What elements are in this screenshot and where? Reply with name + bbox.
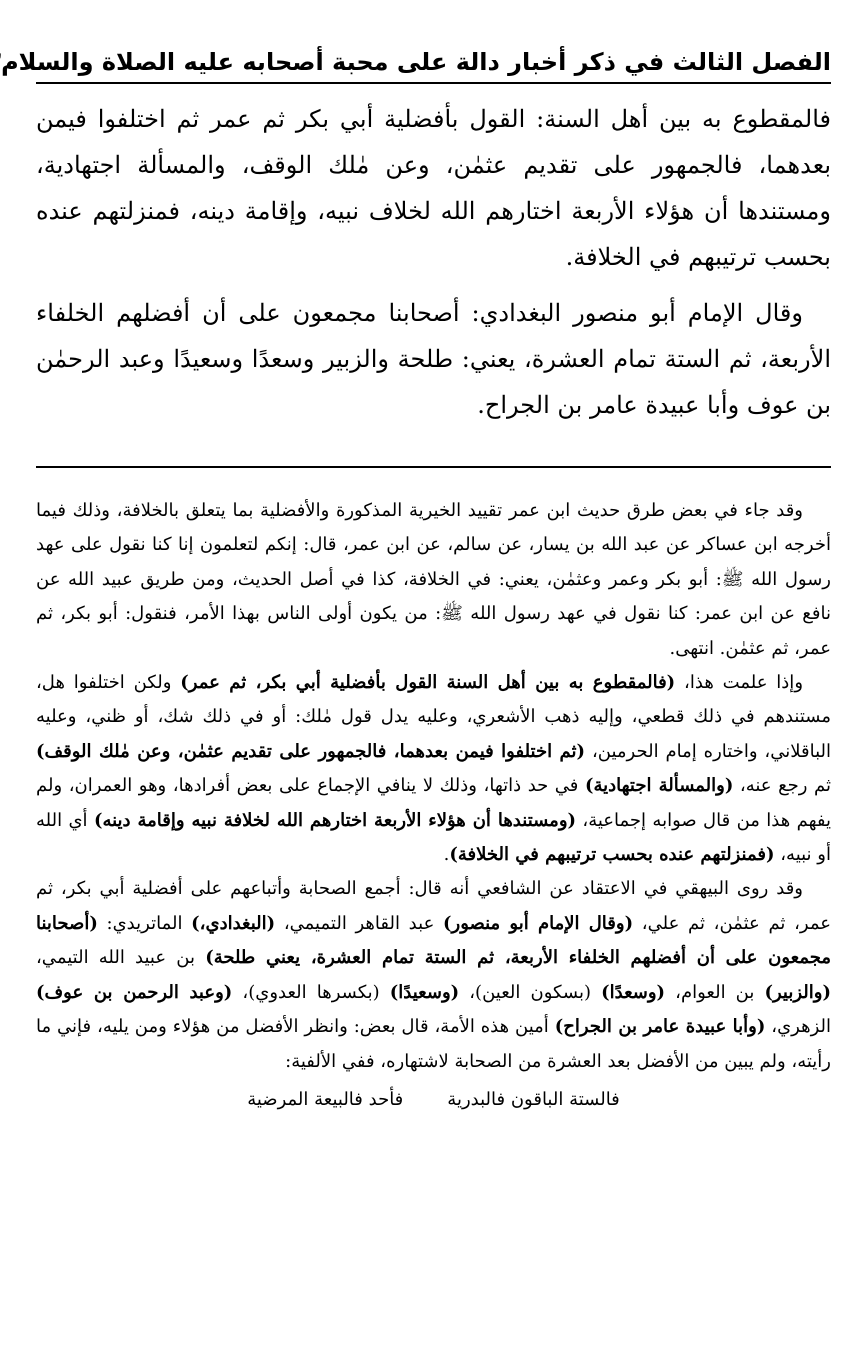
footnote-separator (36, 466, 831, 468)
quoted-text: (والزبير) (764, 981, 831, 1003)
text-run: ثم رجع عنه، (733, 775, 831, 797)
text-run: . (443, 844, 450, 866)
verse-first-hemistich: فالستة الباقون فالبدرية (447, 1088, 620, 1110)
quoted-text: (فالمقطوع به بين أهل السنة القول بأفضلية أبي بكر، ثم عمر) (180, 672, 676, 694)
text-run: عبد القاهر التميمي، (275, 912, 443, 934)
commentary-paragraph: وقد جاء في بعض طرق حديث ابن عمر تقييد الخيرية المذكورة والأفضلية بما يتعلق بالخلافة، وذلك فيما أخرجه ابن عساكر عن عبد الله بن يسار، عن سالم، عن ابن عمر، قال: إنكم لتعلمون إنا كنا نقول على عهد رسول الله ﷺ: أبو بكر وعمر وعثمٰن، يعني: في الخلافة، كذا في أصل الحديث، ومن طريق عبيد الله عن نافع عن ابن عمر: كنا نقول في عهد رسول الله ﷺ: من يكون أولى الناس بهذا الأمر، فنقول: أبو بكر، ثم عمر، ثم عثمٰن. انتهى. (36, 500, 831, 659)
quoted-text: (وأبا عبيدة عامر بن الجراح) (554, 1016, 766, 1038)
page-number (0, 42, 1, 82)
text-run: أي الله أو نبيه، (36, 809, 831, 866)
text-run: ولكن اختلفوا هل، مستندهم في ذلك قطعي، وإليه ذهب الأشعري، وعليه يدل قول مٰلك: أو في ذلك شك، أو ظني، وعليه الباقلاني، واختاره إمام الحرمين، (36, 672, 831, 762)
main-paragraph: فالمقطوع به بين أهل السنة: القول بأفضلية أبي بكر ثم عمر ثم اختلفوا فيمن بعدهما، فالجمهور على تقديم عثمٰن، وعن مٰلك الوقف، والمسألة اجتهادية، ومستندها أن هؤلاء الأربعة اختارهم الله لخلاف نبيه، وإقامة دينه، فمنزلتهم عنده بحسب ترتيبهم في الخلافة. (36, 105, 831, 271)
text-run: الزهري، (765, 1016, 831, 1038)
commentary-paragraph (36, 872, 831, 1078)
running-header (1, 38, 831, 84)
verse-second-hemistich: فأحد فالبيعة المرضية (247, 1088, 404, 1110)
text-run: (بكسرها العدوي)، (232, 981, 390, 1003)
text-run: (بسكون العين)، (459, 981, 602, 1003)
quoted-text: (وسعدًا) (601, 981, 666, 1003)
text-run: وقد روى البيهقي في الاعتقاد عن الشافعي أنه قال: أجمع الصحابة وأتباعهم على أفضلية أبي بكر، ثم عمر، ثم عثمٰن، ثم علي، (36, 878, 832, 934)
commentary (36, 494, 831, 1117)
text-run: بن عبيد الله التيمي، (36, 947, 206, 969)
chapter-title: الفصل الثالث في ذكر أخبار دالة على محبة أصحابه عليه الصلاة والسلام (1, 48, 831, 76)
quoted-text: (وعبد الرحمن بن عوف) (36, 981, 233, 1003)
quoted-text: (فمنزلتهم عنده بحسب ترتيبهم في الخلافة) (449, 844, 775, 866)
quoted-text: (البغدادي،) (191, 912, 276, 934)
quoted-text: (وقال الإمام أبو منصور) (443, 912, 634, 934)
main-text (36, 96, 831, 428)
text-run: وإذا علمت هذا، (675, 672, 804, 694)
text-run: بن العوام، (665, 981, 765, 1003)
main-paragraph: وقال الإمام أبو منصور البغدادي: أصحابنا مجمعون على أن أفضلهم الخلفاء الأربعة، ثم الستة تمام العشرة، يعني: طلحة والزبير وسعدًا وسعيدًا وعبد الرحمٰن بن عوف وأبا عبيدة عامر بن الجراح. (36, 299, 831, 419)
quoted-text: (والمسألة اجتهادية) (584, 775, 734, 797)
quoted-text: (ثم اختلفوا فيمن بعدهما، فالجمهور على تقديم عثمٰن، وعن مٰلك الوقف) (36, 740, 586, 762)
text-run: في حد ذاتها، وذلك لا ينافي الإجماع على بعض أفرادها، وهو العمران، ولم يفهم هذا من قال صوابه إجماعية، (36, 775, 831, 831)
quoted-text: (وسعيدًا) (389, 981, 460, 1003)
quoted-text: (أصحابنا مجمعون على أن أفضلهم الخلفاء الأربعة، ثم الستة تمام العشرة، يعني طلحة) (36, 912, 831, 969)
commentary-paragraph (36, 666, 831, 872)
text-run: الماتريدي: (97, 912, 192, 934)
poetry-verse (36, 1083, 831, 1117)
page (1, 38, 832, 1338)
quoted-text: (ومستندها أن هؤلاء الأربعة اختارهم الله لخلافة نبيه وإقامة دينه) (93, 809, 577, 831)
text-run: أمين هذه الأمة، قال بعض: وانظر الأفضل من هؤلاء ومن يليه، فإني ما رأيته، ولم يبين من الأفضل بعد العشرة من الصحابة لاشتهاره، ففي الألفية: (36, 1016, 831, 1072)
